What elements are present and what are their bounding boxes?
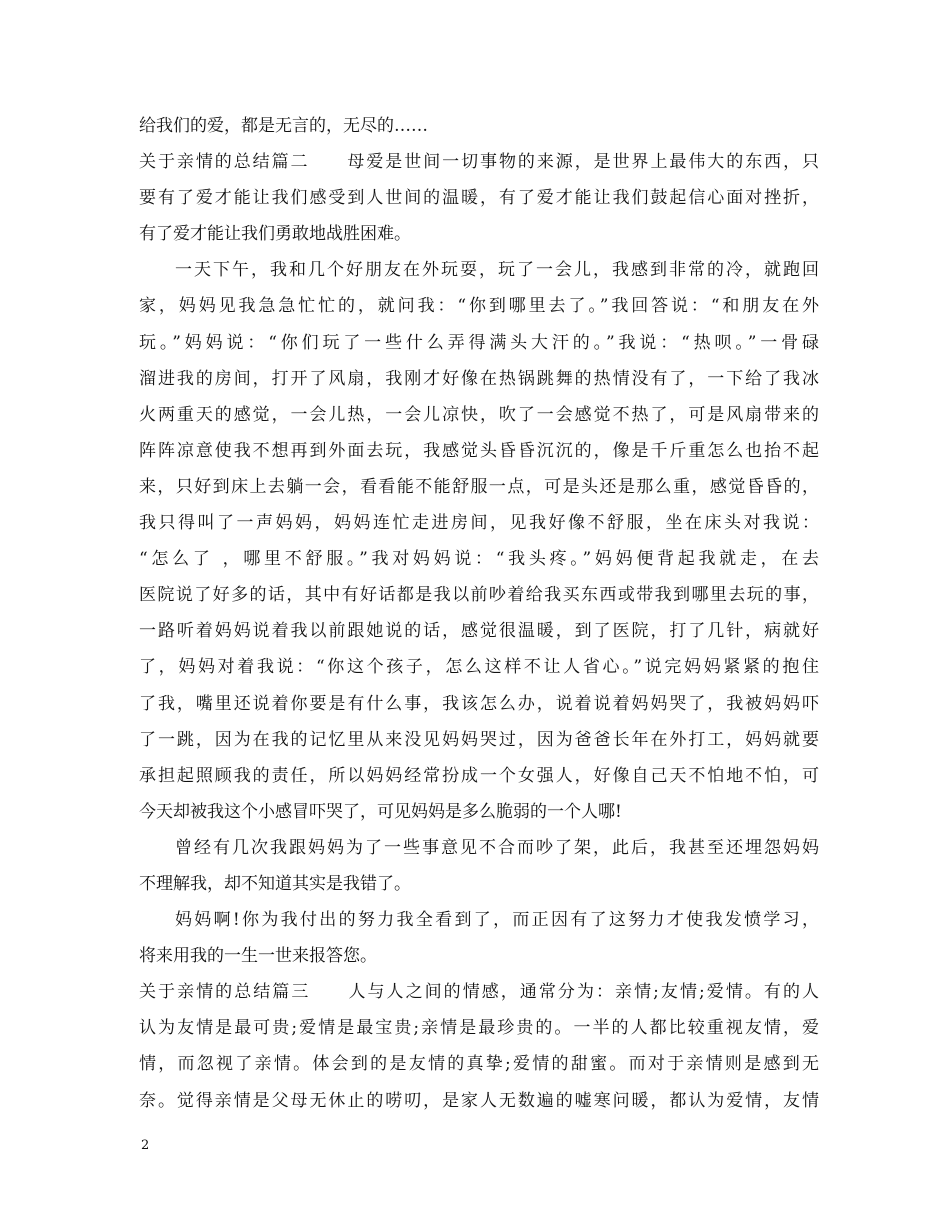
paragraph-start-line: 妈妈啊!你为我付出的努力我全看到了，而正因有了这努力才使我发愤学习， bbox=[175, 910, 819, 931]
page-number: 2 bbox=[141, 1138, 150, 1153]
text-line: 今天却被我这个小感冒吓哭了，可见妈妈是多么脆弱的一个人哪! bbox=[139, 801, 622, 822]
text-line: 玩。”妈妈说：“你们玩了一些什么弄得满头大汗的。”我说：“热呗。”一骨碌 bbox=[139, 332, 819, 353]
section-heading: 关于亲情的总结篇二 bbox=[139, 152, 310, 173]
text-line: 了一跳，因为在我的记忆里从来没见妈妈哭过，因为爸爸长年在外打工，妈妈就要 bbox=[139, 729, 819, 750]
text-line: 承担起照顾我的责任，所以妈妈经常扮成一个女强人，好像自己天不怕地不怕，可 bbox=[139, 765, 819, 786]
text-line: 奈。觉得亲情是父母无休止的唠叨，是家人无数遍的嘘寒问暖，都认为爱情，友情 bbox=[139, 1090, 819, 1111]
text-line: 阵阵凉意使我不想再到外面去玩，我感觉头昏昏沉沉的，像是千斤重怎么也抬不起 bbox=[139, 440, 819, 461]
text-line: 有了爱才能让我们勇敢地战胜困难。 bbox=[139, 224, 411, 245]
text-line: 了，妈妈对着我说：“你这个孩子，怎么这样不让人省心。”说完妈妈紧紧的抱住 bbox=[139, 657, 819, 678]
section-heading: 关于亲情的总结篇三 bbox=[139, 982, 311, 1003]
paragraph-start-line: 一天下午，我和几个好朋友在外玩耍，玩了一会儿，我感到非常的冷，就跑回 bbox=[175, 260, 819, 281]
document-body bbox=[139, 108, 819, 1119]
section-text: 母爱是世间一切事物的来源，是世界上最伟大的东西，只 bbox=[345, 152, 819, 173]
text-line: 认为友情是最可贵;爱情是最宝贵;亲情是最珍贵的。一半的人都比较重视友情，爱 bbox=[139, 1018, 819, 1039]
text-line: 给我们的爱，都是无言的，无尽的…… bbox=[139, 116, 428, 136]
text-line: 火两重天的感觉，一会儿热，一会儿凉快，吹了一会感觉不热了，可是风扇带来的 bbox=[139, 404, 819, 425]
text-line: 情，而忽视了亲情。体会到的是友情的真挚;爱情的甜蜜。而对于亲情则是感到无 bbox=[139, 1054, 819, 1075]
paragraph-start-line: 曾经有几次我跟妈妈为了一些事意见不合而吵了架，此后，我甚至还埋怨妈妈 bbox=[175, 837, 819, 858]
section-heading-line bbox=[139, 974, 819, 1010]
text-line: 要有了爱才能让我们感受到人世间的温暖，有了爱才能让我们鼓起信心面对挫折， bbox=[139, 188, 819, 209]
section-text: 人与人之间的情感，通常分为：亲情;友情;爱情。有的人 bbox=[346, 982, 819, 1003]
text-line: 溜进我的房间，打开了风扇，我刚才好像在热锅跳舞的热情没有了，一下给了我冰 bbox=[139, 368, 819, 389]
text-line: 将来用我的一生一世来报答您。 bbox=[139, 946, 377, 967]
text-line: 了我，嘴里还说着你要是有什么事，我该怎么办，说着说着妈妈哭了，我被妈妈吓 bbox=[139, 693, 819, 714]
text-line: 家，妈妈见我急急忙忙的，就问我：“你到哪里去了。”我回答说：“和朋友在外 bbox=[139, 296, 819, 317]
section-heading-line bbox=[139, 144, 819, 180]
text-line: 我只得叫了一声妈妈，妈妈连忙走进房间，见我好像不舒服，坐在床头对我说： bbox=[139, 513, 819, 534]
text-line: “怎么了 ，哪里不舒服。”我对妈妈说：“我头疼。”妈妈便背起我就走，在去 bbox=[139, 549, 819, 570]
text-line: 一路听着妈妈说着我以前跟她说的话，感觉很温暖，到了医院，打了几针，病就好 bbox=[139, 621, 819, 642]
text-line: 不理解我，却不知道其实是我错了。 bbox=[139, 873, 411, 894]
text-line: 医院说了好多的话，其中有好话都是我以前吵着给我买东西或带我到哪里去玩的事， bbox=[139, 585, 819, 606]
text-line: 来，只好到床上去躺一会，看看能不能舒服一点，可是头还是那么重，感觉昏昏的， bbox=[139, 476, 819, 497]
